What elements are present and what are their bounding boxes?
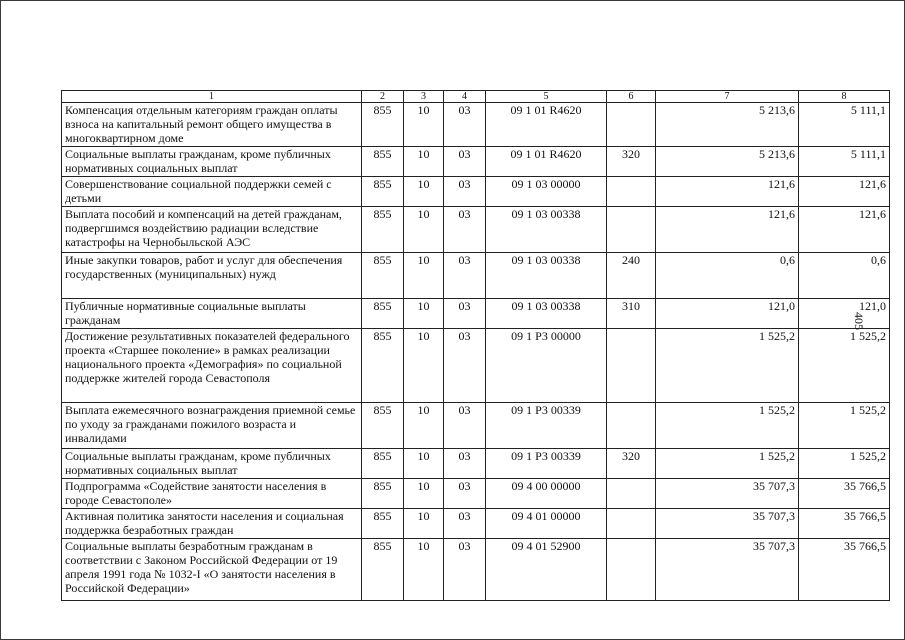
row-amount-1: 121,0 [656, 299, 799, 329]
row-target-article: 09 1 P3 00339 [486, 403, 607, 449]
row-amount-2: 121,6 [799, 207, 890, 253]
row-section: 10 [404, 449, 444, 479]
row-ved: 855 [362, 509, 404, 539]
row-ved: 855 [362, 539, 404, 601]
row-ved: 855 [362, 479, 404, 509]
table-row [62, 329, 890, 403]
table-row [62, 177, 890, 207]
row-section: 10 [404, 147, 444, 177]
row-target-article: 09 4 00 00000 [486, 479, 607, 509]
row-amount-1: 121,6 [656, 177, 799, 207]
row-amount-1: 5 213,6 [656, 147, 799, 177]
row-expense-type: 320 [607, 147, 656, 177]
row-section: 10 [404, 299, 444, 329]
row-subsection: 03 [444, 539, 486, 601]
row-target-article: 09 1 03 00338 [486, 253, 607, 299]
page-number: 405 [852, 312, 866, 330]
row-target-article: 09 1 01 R4620 [486, 103, 607, 147]
row-ved: 855 [362, 299, 404, 329]
table-row [62, 299, 890, 329]
row-name: Выплата ежемесячного вознаграждения приемной семье по уходу за гражданами пожилого возраста и инвалидами [62, 403, 362, 449]
row-subsection: 03 [444, 299, 486, 329]
row-target-article: 09 1 01 R4620 [486, 147, 607, 177]
row-name: Подпрограмма «Содействие занятости населения в городе Севастополе» [62, 479, 362, 509]
row-section: 10 [404, 403, 444, 449]
row-target-article: 09 1 P3 00000 [486, 329, 607, 403]
row-name: Достижение результативных показателей федерального проекта «Старшее поколение» в рамках реализации национального проекта «Демография» по социальной поддержке жителей города Севастополя [62, 329, 362, 403]
table-row [62, 253, 890, 299]
header-row [62, 91, 890, 103]
row-section: 10 [404, 479, 444, 509]
row-target-article: 09 4 01 52900 [486, 539, 607, 601]
row-target-article: 09 4 01 00000 [486, 509, 607, 539]
row-amount-2: 0,6 [799, 253, 890, 299]
row-name: Публичные нормативные социальные выплаты гражданам [62, 299, 362, 329]
row-amount-2: 5 111,1 [799, 103, 890, 147]
table-row [62, 479, 890, 509]
row-ved: 855 [362, 403, 404, 449]
row-ved: 855 [362, 207, 404, 253]
row-subsection: 03 [444, 103, 486, 147]
header-col-6: 6 [607, 91, 656, 103]
table-row [62, 103, 890, 147]
row-amount-1: 1 525,2 [656, 403, 799, 449]
row-name: Активная политика занятости населения и социальная поддержка безработных граждан [62, 509, 362, 539]
row-subsection: 03 [444, 403, 486, 449]
row-amount-1: 35 707,3 [656, 539, 799, 601]
row-section: 10 [404, 329, 444, 403]
row-target-article: 09 1 P3 00339 [486, 449, 607, 479]
table-row [62, 449, 890, 479]
row-subsection: 03 [444, 479, 486, 509]
row-subsection: 03 [444, 177, 486, 207]
row-amount-2: 121,0 [799, 299, 890, 329]
table-row [62, 147, 890, 177]
row-amount-2: 5 111,1 [799, 147, 890, 177]
row-section: 10 [404, 539, 444, 601]
row-subsection: 03 [444, 449, 486, 479]
row-section: 10 [404, 509, 444, 539]
row-amount-1: 35 707,3 [656, 509, 799, 539]
row-expense-type [607, 539, 656, 601]
row-ved: 855 [362, 103, 404, 147]
row-amount-2: 121,6 [799, 177, 890, 207]
row-expense-type: 240 [607, 253, 656, 299]
header-col-5: 5 [486, 91, 607, 103]
row-subsection: 03 [444, 253, 486, 299]
row-expense-type [607, 509, 656, 539]
budget-table [61, 90, 890, 601]
row-amount-2: 35 766,5 [799, 509, 890, 539]
row-expense-type [607, 207, 656, 253]
row-ved: 855 [362, 329, 404, 403]
row-ved: 855 [362, 177, 404, 207]
row-expense-type [607, 479, 656, 509]
header-col-7: 7 [656, 91, 799, 103]
row-section: 10 [404, 253, 444, 299]
row-amount-2: 1 525,2 [799, 449, 890, 479]
row-name: Выплата пособий и компенсаций на детей гражданам, подвергшимся воздействию радиации вследствие катастрофы на Чернобыльской АЭС [62, 207, 362, 253]
row-expense-type [607, 103, 656, 147]
row-name: Совершенствование социальной поддержки семей с детьми [62, 177, 362, 207]
row-amount-1: 1 525,2 [656, 329, 799, 403]
header-col-2: 2 [362, 91, 404, 103]
row-target-article: 09 1 03 00338 [486, 299, 607, 329]
header-col-8: 8 [799, 91, 890, 103]
row-target-article: 09 1 03 00338 [486, 207, 607, 253]
row-section: 10 [404, 177, 444, 207]
row-name: Иные закупки товаров, работ и услуг для обеспечения государственных (муниципальных) нужд [62, 253, 362, 299]
row-name: Социальные выплаты безработным гражданам в соответствии с Законом Российской Федерации от 19 апреля 1991 года № 1032-I «О занятости населения в Российской Федерации» [62, 539, 362, 601]
row-subsection: 03 [444, 147, 486, 177]
row-expense-type: 310 [607, 299, 656, 329]
row-target-article: 09 1 03 00000 [486, 177, 607, 207]
table-row [62, 539, 890, 601]
row-expense-type: 320 [607, 449, 656, 479]
row-amount-1: 35 707,3 [656, 479, 799, 509]
row-amount-2: 1 525,2 [799, 403, 890, 449]
table-row [62, 509, 890, 539]
table-row [62, 403, 890, 449]
header-col-4: 4 [444, 91, 486, 103]
row-section: 10 [404, 103, 444, 147]
header-col-3: 3 [404, 91, 444, 103]
row-expense-type [607, 403, 656, 449]
header-col-1: 1 [62, 91, 362, 103]
row-name: Компенсация отдельным категориям граждан оплаты взноса на капитальный ремонт общего имущества в многоквартирном доме [62, 103, 362, 147]
row-amount-2: 35 766,5 [799, 539, 890, 601]
row-name: Социальные выплаты гражданам, кроме публичных нормативных социальных выплат [62, 147, 362, 177]
row-amount-1: 121,6 [656, 207, 799, 253]
table-row [62, 207, 890, 253]
row-expense-type [607, 329, 656, 403]
row-subsection: 03 [444, 509, 486, 539]
row-amount-1: 0,6 [656, 253, 799, 299]
row-subsection: 03 [444, 329, 486, 403]
row-amount-1: 1 525,2 [656, 449, 799, 479]
row-expense-type [607, 177, 656, 207]
row-section: 10 [404, 207, 444, 253]
row-name: Социальные выплаты гражданам, кроме публичных нормативных социальных выплат [62, 449, 362, 479]
row-ved: 855 [362, 253, 404, 299]
row-subsection: 03 [444, 207, 486, 253]
row-ved: 855 [362, 147, 404, 177]
row-amount-2: 1 525,2 [799, 329, 890, 403]
row-ved: 855 [362, 449, 404, 479]
row-amount-1: 5 213,6 [656, 103, 799, 147]
row-amount-2: 35 766,5 [799, 479, 890, 509]
